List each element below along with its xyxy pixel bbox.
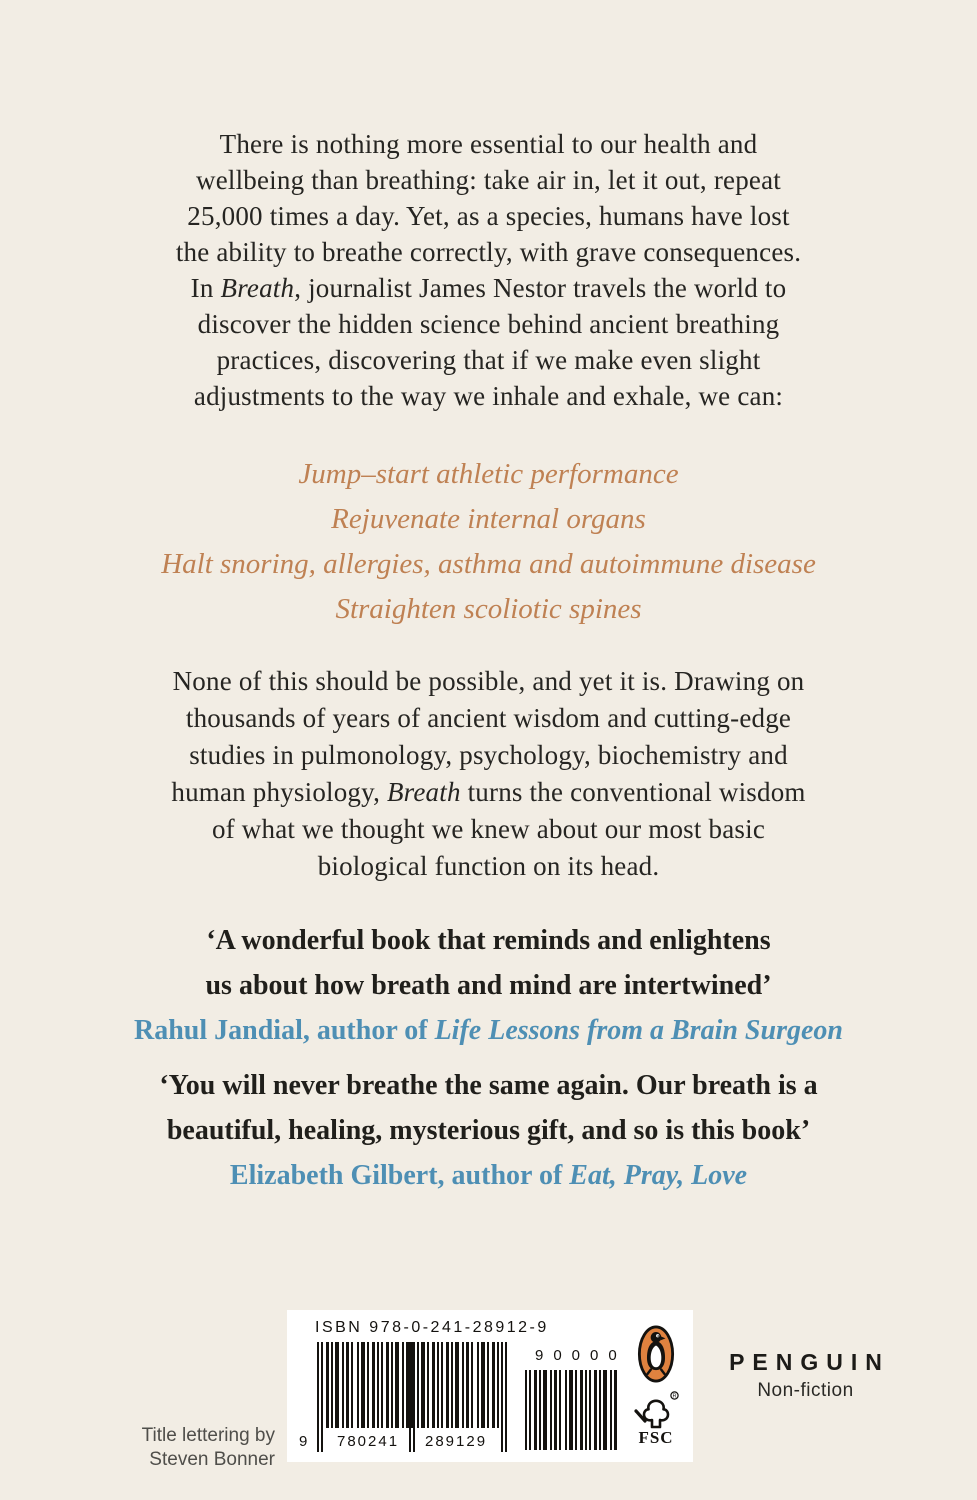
supplemental-barcode [525, 1346, 627, 1452]
text-line: Jump–start athletic performance [298, 458, 679, 490]
text-line: In Breath, journalist James Nestor travels the world to [190, 273, 787, 303]
text-line: 25,000 times a day. Yet, as a species, humans have lost [187, 201, 790, 231]
quote-attribution: Rahul Jandial, author of Life Lessons from a Brain Surgeon [134, 1015, 843, 1046]
text-line: thousands of years of ancient wisdom and cutting-edge [185, 703, 792, 733]
supplemental-barcode-bars [525, 1370, 621, 1450]
lettering-credit [0, 1424, 275, 1472]
ean-barcode [299, 1342, 507, 1454]
text-line: None of this should be possible, and yet it is. Drawing on [172, 666, 805, 696]
quote-attribution: Elizabeth Gilbert, author of Eat, Pray, Love [229, 1160, 748, 1191]
review-quote-1 [0, 918, 977, 1053]
text-line: Halt snoring, allergies, asthma and autoimmune disease [161, 548, 816, 580]
synopsis-paragraph-top [0, 126, 977, 414]
text-line: Rejuvenate internal organs [331, 503, 646, 535]
svg-text:R: R [672, 1393, 677, 1400]
penguin-logo-icon [637, 1324, 675, 1384]
synopsis-paragraph-bottom [0, 663, 977, 885]
text-line: beautiful, healing, mysterious gift, and so is this book’ [166, 1115, 811, 1146]
isbn-label: ISBN 978-0-241-28912-9 [315, 1319, 549, 1336]
text-line: studies in pulmonology, psychology, biochemistry and [189, 740, 788, 770]
quote-text [0, 1063, 977, 1153]
publisher-imprint: Non-fiction [757, 1380, 854, 1401]
text-line: There is nothing more essential to our health and [219, 129, 758, 159]
text-line: discover the hidden science behind ancient breathing [197, 309, 780, 339]
text-line: ‘A wonderful book that reminds and enlightens [206, 925, 771, 956]
text-line: ‘You will never breathe the same again. Our breath is a [159, 1070, 818, 1101]
publisher-name: PENGUIN [729, 1349, 890, 1375]
text-line: biological function on its head. [317, 851, 660, 881]
text-line: practices, discovering that if we make even slight [216, 345, 761, 375]
benefits-list [0, 452, 977, 632]
publisher-mark [703, 1349, 908, 1402]
text-line: human physiology, Breath turns the conventional wisdom [171, 777, 806, 807]
text-line: of what we thought we knew about our most basic [211, 814, 766, 844]
logo-column [631, 1324, 681, 1448]
text-line: Steven Bonner [149, 1449, 275, 1470]
fsc-label: FSC [638, 1428, 674, 1447]
ean-digit-group-2: 289129 [425, 1433, 488, 1450]
fsc-tree-icon [633, 1390, 679, 1430]
barcode-panel [287, 1310, 693, 1462]
text-line: wellbeing than breathing: take air in, let it out, repeat [196, 165, 781, 195]
fsc-logo [633, 1390, 679, 1448]
supplemental-barcode-digits: 90000 [535, 1347, 627, 1364]
text-line: the ability to breathe correctly, with grave consequences. [175, 237, 802, 267]
text-line: Title lettering by [141, 1425, 275, 1446]
text-line: us about how breath and mind are intertwined’ [205, 970, 772, 1001]
review-quote-2 [0, 1063, 977, 1198]
ean-digit-left: 9 [299, 1433, 310, 1450]
text-line: Straighten scoliotic spines [335, 593, 642, 625]
ean-digit-group-1: 780241 [337, 1433, 400, 1450]
text-line: adjustments to the way we inhale and exhale, we can: [193, 381, 784, 411]
quote-text [0, 918, 977, 1008]
